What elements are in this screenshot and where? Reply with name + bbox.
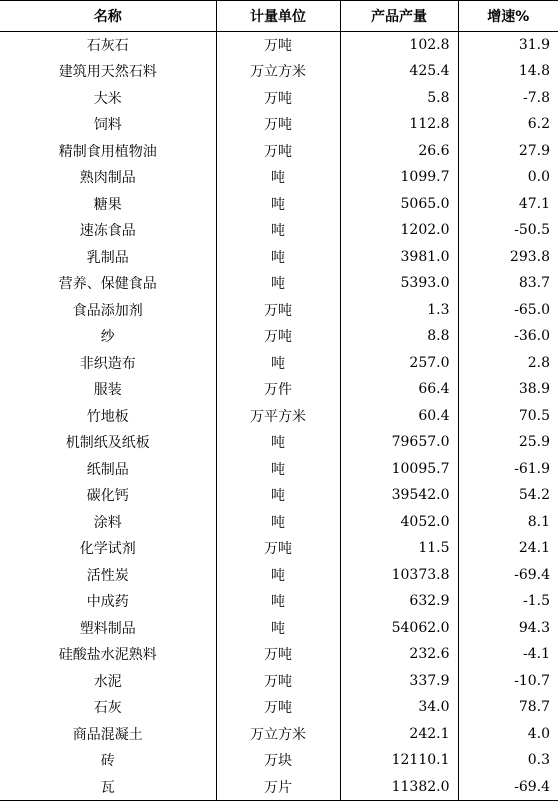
cell-unit: 万吨	[216, 85, 340, 112]
cell-output: 5065.0	[340, 191, 458, 218]
cell-growth: -7.8	[458, 85, 558, 112]
cell-output: 66.4	[340, 376, 458, 403]
cell-unit: 万块	[216, 747, 340, 774]
cell-output: 79657.0	[340, 429, 458, 456]
cell-output: 60.4	[340, 403, 458, 430]
cell-unit: 万立方米	[216, 721, 340, 748]
cell-growth: 27.9	[458, 138, 558, 165]
cell-unit: 万吨	[216, 32, 340, 59]
cell-output: 8.8	[340, 323, 458, 350]
cell-unit: 万吨	[216, 323, 340, 350]
cell-output: 11.5	[340, 535, 458, 562]
cell-output: 39542.0	[340, 482, 458, 509]
table-row	[0, 509, 558, 536]
cell-unit: 吨	[216, 217, 340, 244]
cell-unit: 吨	[216, 191, 340, 218]
table-row	[0, 32, 558, 59]
cell-unit: 万片	[216, 774, 340, 801]
cell-name: 瓦	[0, 774, 216, 801]
header-name: 名称	[0, 1, 216, 32]
cell-output: 5.8	[340, 85, 458, 112]
table-row	[0, 323, 558, 350]
table-row	[0, 535, 558, 562]
table-row	[0, 111, 558, 138]
cell-name: 砖	[100, 753, 115, 770]
cell-output: 1099.7	[340, 164, 458, 191]
table-row	[0, 403, 558, 430]
cell-growth: 54.2	[458, 482, 558, 509]
cell-growth: 2.8	[458, 350, 558, 377]
cell-growth: 25.9	[458, 429, 558, 456]
table-row	[0, 721, 558, 748]
cell-unit: 万吨	[216, 668, 340, 695]
table-row	[0, 58, 558, 85]
table-row	[0, 694, 558, 721]
cell-name: 化学试剂	[79, 541, 136, 558]
table-row	[0, 191, 558, 218]
cell-output: 257.0	[340, 350, 458, 377]
cell-growth: -65.0	[458, 297, 558, 324]
cell-growth: 14.8	[458, 58, 558, 85]
cell-output: 1.3	[340, 297, 458, 324]
cell-growth: 293.8	[458, 244, 558, 271]
cell-name: 商品混凝土	[72, 726, 143, 743]
cell-growth: 6.2	[458, 111, 558, 138]
cell-unit: 吨	[216, 270, 340, 297]
cell-name: 乳制品	[86, 249, 129, 266]
cell-name: 糖果	[93, 196, 122, 213]
cell-output: 425.4	[340, 58, 458, 85]
cell-name: 石灰石	[86, 38, 129, 54]
cell-name: 建筑用天然石料	[58, 64, 157, 81]
table-row	[0, 588, 558, 615]
cell-unit: 吨	[216, 244, 340, 271]
cell-name: 纱	[100, 329, 115, 346]
cell-output: 242.1	[340, 721, 458, 748]
cell-growth: -69.4	[458, 562, 558, 589]
cell-unit: 万吨	[216, 535, 340, 562]
table-row	[0, 85, 558, 112]
cell-output: 54062.0	[340, 615, 458, 642]
cell-name: 石灰	[93, 700, 122, 717]
table-row	[0, 615, 558, 642]
cell-growth: -10.7	[458, 668, 558, 695]
cell-unit: 吨	[216, 509, 340, 536]
cell-growth: 31.9	[458, 32, 558, 59]
cell-growth: 94.3	[458, 615, 558, 642]
cell-growth: 8.1	[458, 509, 558, 536]
cell-output: 337.9	[340, 668, 458, 695]
table-row	[0, 774, 558, 801]
table-row	[0, 641, 558, 668]
cell-output: 632.9	[340, 588, 458, 615]
cell-growth: 78.7	[458, 694, 558, 721]
cell-growth: 70.5	[458, 403, 558, 430]
cell-output: 232.6	[340, 641, 458, 668]
cell-name: 竹地板	[86, 408, 129, 425]
cell-growth: -1.5	[458, 588, 558, 615]
header-output: 产品产量	[340, 1, 458, 32]
cell-name: 食品添加剂	[72, 302, 143, 319]
cell-unit: 万件	[216, 376, 340, 403]
table-row	[0, 350, 558, 377]
table-header	[0, 1, 558, 32]
cell-output: 26.6	[340, 138, 458, 165]
cell-unit: 万吨	[216, 138, 340, 165]
table-row	[0, 562, 558, 589]
cell-growth: 83.7	[458, 270, 558, 297]
cell-output: 102.8	[340, 32, 458, 59]
table-row	[0, 244, 558, 271]
table-body	[0, 32, 558, 801]
cell-output: 10373.8	[340, 562, 458, 589]
cell-output: 3981.0	[340, 244, 458, 271]
cell-name: 中成药	[86, 594, 129, 611]
cell-name: 碳化钙	[86, 488, 129, 505]
cell-output: 34.0	[340, 694, 458, 721]
header-row	[0, 1, 558, 32]
table-row	[0, 270, 558, 297]
cell-name: 服装	[93, 382, 122, 399]
cell-growth: -4.1	[458, 641, 558, 668]
cell-unit: 吨	[216, 562, 340, 589]
cell-unit: 吨	[216, 482, 340, 509]
cell-unit: 万吨	[216, 297, 340, 324]
cell-unit: 吨	[216, 615, 340, 642]
cell-name: 速冻食品	[79, 223, 136, 240]
cell-growth: 47.1	[458, 191, 558, 218]
table-row	[0, 456, 558, 483]
cell-unit: 万吨	[216, 694, 340, 721]
cell-growth: 38.9	[458, 376, 558, 403]
cell-output: 5393.0	[340, 270, 458, 297]
cell-growth: -61.9	[458, 456, 558, 483]
cell-name: 机制纸及纸板	[65, 435, 150, 452]
cell-unit: 万立方米	[216, 58, 340, 85]
table-row	[0, 217, 558, 244]
cell-name: 非织造布	[79, 355, 136, 372]
header-unit: 计量单位	[216, 1, 340, 32]
table-row	[0, 376, 558, 403]
cell-name: 营养、保健食品	[58, 276, 157, 293]
cell-name: 硅酸盐水泥熟料	[58, 647, 157, 664]
cell-name: 塑料制品	[79, 620, 136, 637]
cell-unit: 万吨	[216, 111, 340, 138]
table-row	[0, 429, 558, 456]
cell-growth: -50.5	[458, 217, 558, 244]
table-row	[0, 164, 558, 191]
cell-output: 10095.7	[340, 456, 458, 483]
cell-name: 饲料	[93, 117, 122, 134]
cell-output: 11382.0	[340, 774, 458, 801]
cell-growth: 0.0	[458, 164, 558, 191]
cell-growth: -36.0	[458, 323, 558, 350]
table-row	[0, 747, 558, 774]
cell-name: 纸制品	[86, 461, 129, 478]
table-row	[0, 482, 558, 509]
table-row	[0, 668, 558, 695]
cell-output: 12110.1	[340, 747, 458, 774]
cell-unit: 吨	[216, 350, 340, 377]
cell-name: 熟肉制品	[79, 170, 136, 187]
cell-growth: -69.4	[458, 774, 558, 801]
cell-growth: 0.3	[458, 747, 558, 774]
cell-growth: 4.0	[458, 721, 558, 748]
cell-unit: 吨	[216, 456, 340, 483]
cell-name: 水泥	[93, 673, 122, 690]
table-row	[0, 297, 558, 324]
cell-output: 1202.0	[340, 217, 458, 244]
cell-unit: 吨	[216, 429, 340, 456]
cell-name: 大米	[93, 90, 122, 107]
cell-unit: 万吨	[216, 641, 340, 668]
cell-unit: 吨	[216, 588, 340, 615]
cell-growth: 24.1	[458, 535, 558, 562]
table-row	[0, 138, 558, 165]
cell-name: 精制食用植物油	[58, 143, 157, 160]
cell-output: 112.8	[340, 111, 458, 138]
cell-name: 活性炭	[86, 567, 129, 584]
cell-output: 4052.0	[340, 509, 458, 536]
cell-name: 涂料	[93, 514, 122, 531]
header-growth: 增速%	[458, 1, 558, 32]
cell-unit: 万平方米	[216, 403, 340, 430]
cell-unit: 吨	[216, 164, 340, 191]
